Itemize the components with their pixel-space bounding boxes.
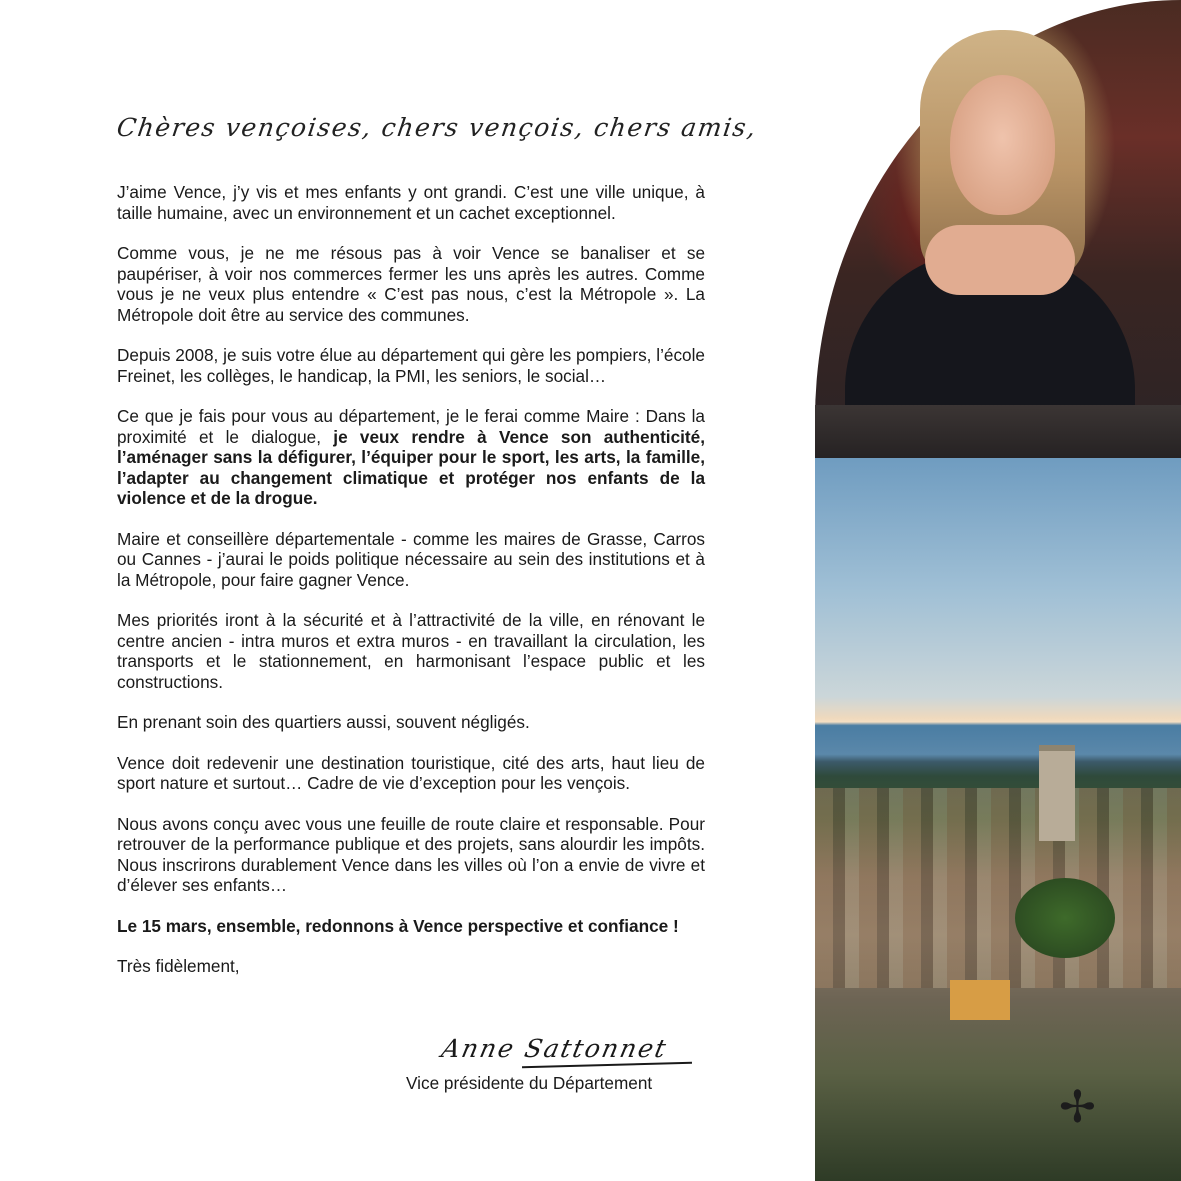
paragraph-priorities: Mes priorités iront à la sécurité et à l’attractivité de la ville, en rénovant le centre ancien - intra muros et extra muros - en travaillant la circulation, les transports et le stationnement, en harmonisant l’espace public et les constructions. [117, 610, 705, 692]
paragraph-march-15-call: Le 15 mars, ensemble, redonnons à Vence perspective et confiance ! [117, 915, 679, 936]
paragraph-mayor-commitment [117, 406, 705, 509]
letter-closing: Très fidèlement, [117, 956, 240, 976]
paragraph-roadmap: Nous avons conçu avec vous une feuille de route claire et responsable. Pour retrouver de la performance publique et des projets, sans alourdir les impôts. Nous inscrirons durablement Vence dans les villes où l’on a envie de vivre et d’élever ses enfants… [117, 813, 705, 895]
cityscape-trees [1015, 878, 1115, 958]
paragraph-banalisation: Comme vous, je ne me résous pas à voir Vence se banaliser et se paupériser, à voir nos commerces fermer les uns après les autres. Comme vous je ne veux plus entendre « C’est pas nous, c’est la Métropole ». La Métropole doit être au service des communes. [117, 243, 705, 325]
paragraph-neighborhoods: En prenant soin des quartiers aussi, souvent négligés. [117, 712, 530, 732]
cityscape-rooftops [815, 788, 1181, 988]
cityscape-bell-tower [1039, 745, 1075, 841]
paragraph-political-weight: Maire et conseillère départementale - comme les maires de Grasse, Carros ou Cannes - j’aurai le poids politique nécessaire au sein des institutions et à la Métropole, pour faire gagner Vence. [117, 528, 705, 590]
cityscape-ochre-house [950, 980, 1010, 1020]
portrait-hands-shape [925, 225, 1075, 295]
paragraph-love-vence: J’aime Vence, j’y vis et mes enfants y ont grandi. C’est une ville unique, à taille humaine, avec un environnement et un cachet exceptionnel. [117, 182, 705, 223]
portrait-face-shape [950, 75, 1055, 215]
signer-title: Vice présidente du Département [406, 1073, 653, 1093]
handwritten-signature: Anne Sattonnet [438, 1034, 671, 1063]
paragraph-destination: Vence doit redevenir une destination touristique, cité des arts, haut lieu de sport nature et surtout… Cadre de vie d’exception pour les vençois. [117, 752, 705, 793]
commitment-bold-text: je veux rendre à Vence son authenticité, l’aménager sans la défigurer, l’équiper pour le sport, les arts, la famille, l’adapter au changement climatique et protéger nos enfants de la violence et de la drogue. [117, 426, 705, 508]
cross-icon: ✢ [1059, 1082, 1096, 1133]
commitment-lead-text: Ce que je fais pour vous au département, je le ferai comme Maire : Dans la proximité et le dialogue, [117, 406, 705, 447]
paragraph-departement-role: Depuis 2008, je suis votre élue au département qui gère les pompiers, l’école Freinet, les collèges, le handicap, la PMI, les seniors, le social… [117, 345, 705, 386]
letter-body [115, 108, 759, 977]
vence-cityscape-photo [815, 458, 1181, 1181]
letter-greeting: Chères vençoises, chers vençois, chers amis, [115, 113, 759, 142]
candidate-portrait-photo [815, 0, 1181, 458]
portrait-desk-shape [815, 405, 1181, 458]
photo-column [815, 0, 1181, 1181]
